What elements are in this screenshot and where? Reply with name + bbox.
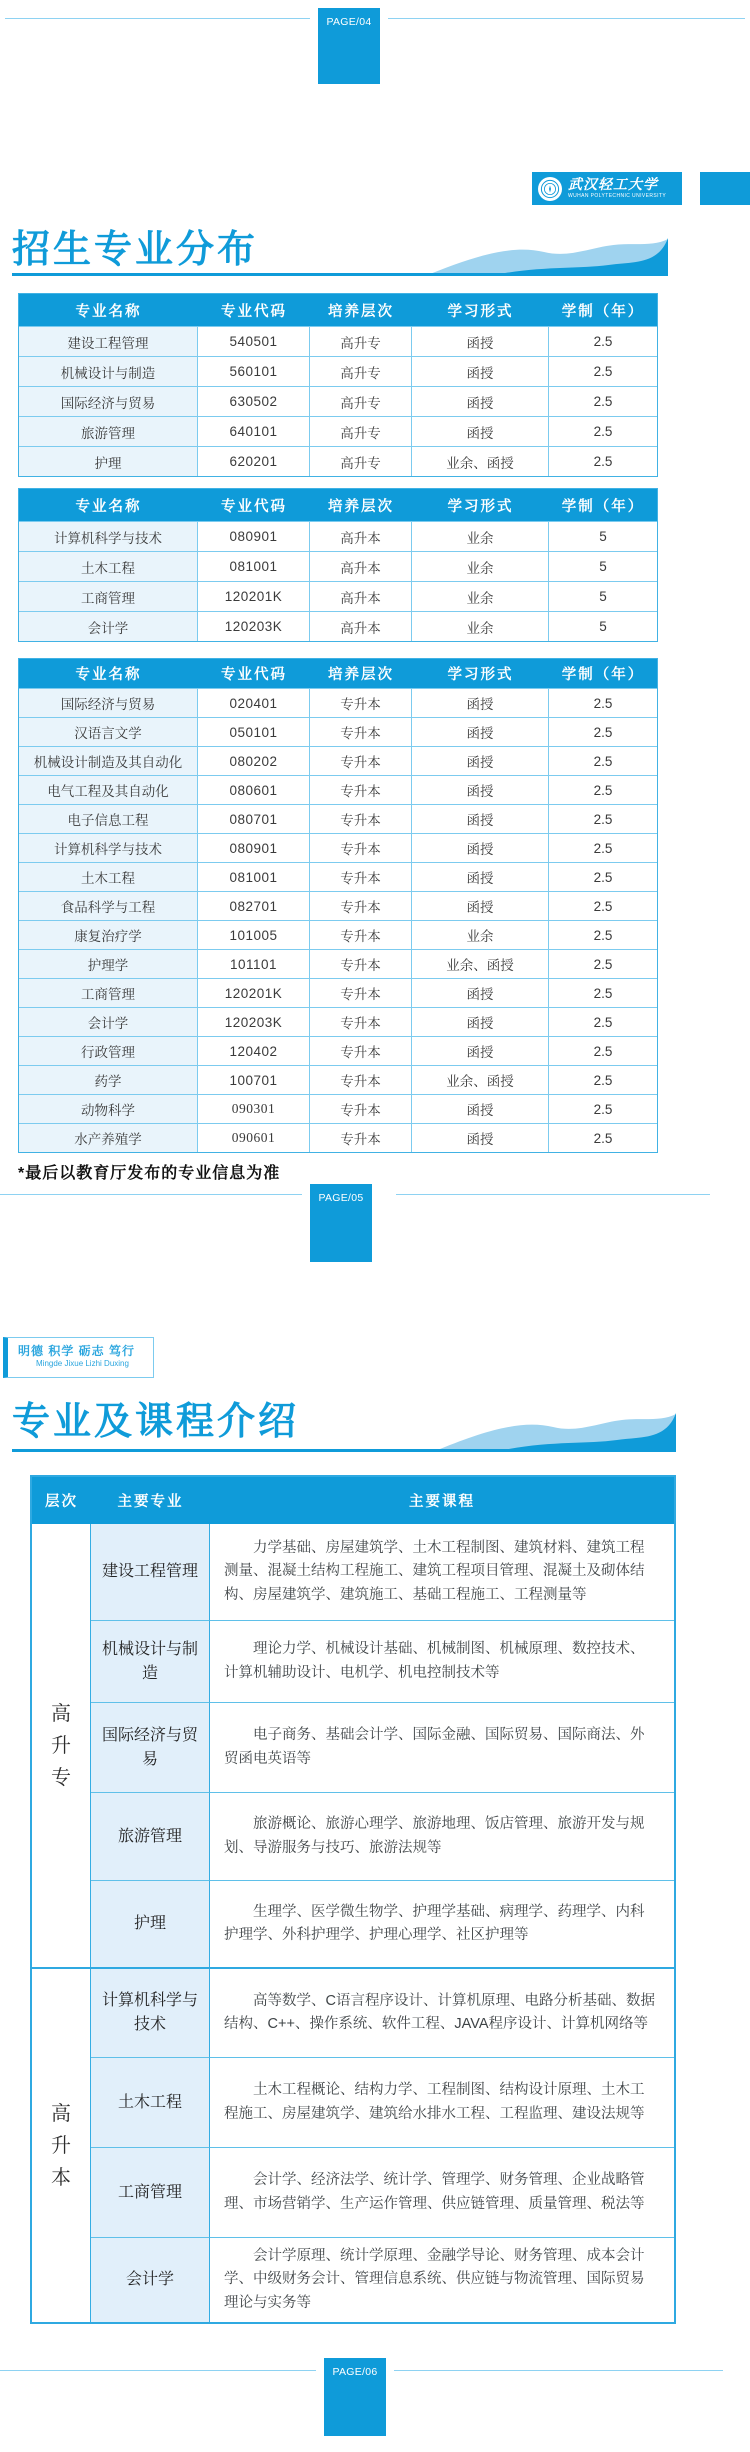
cell-duration: 2.5: [549, 688, 657, 717]
page-number-badge-top: [318, 8, 380, 84]
table-row: [19, 862, 657, 891]
cell-courses: [210, 2147, 674, 2237]
cell-level: 专升本: [310, 920, 412, 949]
cell-major: 旅游管理: [19, 416, 198, 446]
cell-duration: 2.5: [549, 949, 657, 978]
admissions-table-gaoshengzhuan: [18, 293, 658, 477]
cell-duration: 5: [549, 581, 657, 611]
university-name-zh: 武汉轻工大学: [568, 177, 658, 193]
cell-form: 业余、函授: [412, 1065, 549, 1094]
cell-form: 函授: [412, 978, 549, 1007]
footnote: *最后以教育厅发布的专业信息为准: [18, 1165, 281, 1182]
cell-level: 高升专: [310, 356, 412, 386]
page-number-label: PAGE/06: [332, 2366, 378, 2378]
cell-courses: [210, 1702, 674, 1792]
courses-text: 理论力学、机械设计基础、机械制图、机械原理、数控技术、计算机辅助设计、电机学、机电控制技术等: [224, 1641, 645, 1681]
table-row: [19, 326, 657, 356]
cell-major: 水产养殖学: [19, 1123, 198, 1152]
cell-duration: 2.5: [549, 326, 657, 356]
cell-level: 高升本: [310, 581, 412, 611]
cell-major: 工商管理: [91, 2147, 210, 2237]
cell-major: 计算机科学与技术: [19, 521, 198, 551]
cell-level: 专升本: [310, 891, 412, 920]
level-label: 高升本: [51, 2102, 71, 2189]
cell-duration: 2.5: [549, 386, 657, 416]
cell-level: 专升本: [310, 717, 412, 746]
cell-major: 土木工程: [19, 551, 198, 581]
cell-duration: 2.5: [549, 1123, 657, 1152]
cell-form: 函授: [412, 862, 549, 891]
column-header: 专业代码: [221, 498, 287, 515]
courses-table: [30, 1475, 676, 2324]
level-group-gaoshengzhuan: [32, 1524, 674, 1967]
column-header: 专业代码: [221, 667, 287, 683]
cell-major: 护理学: [19, 949, 198, 978]
cell-courses: [210, 1880, 674, 1967]
cell-major: 土木工程: [19, 862, 198, 891]
column-header: 学习形式: [447, 303, 514, 320]
university-logo: [532, 172, 682, 205]
cell-level: 高升本: [310, 551, 412, 581]
table-header-row: [19, 294, 657, 326]
cell-code: 081001: [198, 862, 310, 891]
cell-major: 机械设计制造及其自动化: [19, 746, 198, 775]
cell-duration: 2.5: [549, 1036, 657, 1065]
cell-major: 护理: [19, 446, 198, 476]
cell-code: 081001: [198, 551, 310, 581]
page-number-label: PAGE/05: [318, 1192, 364, 1204]
table-row: [19, 356, 657, 386]
divider-line: [0, 2370, 316, 2371]
column-header: 培养层次: [328, 303, 394, 320]
cell-level: 高升本: [310, 611, 412, 641]
column-header: 培养层次: [328, 667, 394, 683]
logo-accent-block: [700, 172, 750, 205]
cell-code: 050101: [198, 717, 310, 746]
cell-major: 土木工程: [91, 2057, 210, 2147]
cell-form: 函授: [412, 386, 549, 416]
cell-level: 高升专: [310, 446, 412, 476]
cell-level: 专升本: [310, 775, 412, 804]
cell-duration: 2.5: [549, 804, 657, 833]
cell-level: 专升本: [310, 688, 412, 717]
level-group-gaoshengben: [32, 1967, 674, 2322]
cell-major: 电子信息工程: [19, 804, 198, 833]
cell-duration: 2.5: [549, 746, 657, 775]
table-row: [19, 949, 657, 978]
title-underline: [12, 273, 668, 276]
wave-decoration: [440, 1413, 676, 1449]
motto-pinyin: Mingde Jixue Lizhi Duxing: [36, 1359, 129, 1368]
table-row: [19, 717, 657, 746]
cell-major: 动物科学: [19, 1094, 198, 1123]
cell-code: 101005: [198, 920, 310, 949]
courses-text: 会计学、经济法学、统计学、管理学、财务管理、企业战略管理、市场营销学、生产运作管理、供应链管理、质量管理、税法等: [224, 2172, 645, 2212]
wave-decoration: [430, 238, 668, 274]
cell-form: 函授: [412, 688, 549, 717]
logo-text-block: [568, 178, 666, 199]
cell-code: 080202: [198, 746, 310, 775]
seal-emblem-icon: [540, 179, 560, 199]
cell-code: 090301: [198, 1094, 310, 1123]
cell-level: 专升本: [310, 804, 412, 833]
cell-major: 康复治疗学: [19, 920, 198, 949]
cell-form: 业余、函授: [412, 446, 549, 476]
cell-duration: 5: [549, 551, 657, 581]
cell-courses: [210, 1969, 674, 2057]
cell-major: 工商管理: [19, 978, 198, 1007]
cell-code: 020401: [198, 688, 310, 717]
section-title-admissions: 招生专业分布: [12, 229, 259, 271]
cell-form: 函授: [412, 746, 549, 775]
cell-code: 100701: [198, 1065, 310, 1094]
cell-code: 120203K: [198, 1007, 310, 1036]
level-label: 高升专: [51, 1702, 71, 1789]
cell-major: 旅游管理: [91, 1792, 210, 1880]
table-header-row: [19, 659, 657, 688]
column-header: 学制（年）: [561, 667, 645, 683]
cell-major: 机械设计与制造: [19, 356, 198, 386]
table-row: [19, 581, 657, 611]
cell-duration: 2.5: [549, 978, 657, 1007]
cell-form: 函授: [412, 326, 549, 356]
cell-code: 120203K: [198, 611, 310, 641]
column-header: 学习形式: [447, 498, 514, 515]
column-header: 主要专业: [117, 1494, 184, 1510]
cell-code: 080701: [198, 804, 310, 833]
level-cell: [32, 1524, 91, 1967]
table-row: [19, 1094, 657, 1123]
cell-duration: 2.5: [549, 356, 657, 386]
table-row: [19, 386, 657, 416]
table-row: [19, 416, 657, 446]
cell-level: 高升专: [310, 416, 412, 446]
cell-courses: [210, 2237, 674, 2322]
cell-form: 业余: [412, 611, 549, 641]
column-header: 层次: [45, 1494, 78, 1510]
divider-line: [396, 1194, 710, 1195]
cell-form: 函授: [412, 1007, 549, 1036]
page-number-badge-middle: [310, 1184, 372, 1262]
motto-badge: [3, 1337, 154, 1378]
university-name-en: WUHAN POLYTECHNIC UNIVERSITY: [568, 193, 667, 200]
column-header: 专业名称: [75, 498, 142, 515]
cell-major: 建设工程管理: [91, 1524, 210, 1620]
cell-major: 工商管理: [19, 581, 198, 611]
column-header: 专业名称: [75, 303, 142, 320]
cell-major: 行政管理: [19, 1036, 198, 1065]
cell-duration: 2.5: [549, 862, 657, 891]
table-row: [19, 446, 657, 476]
courses-text: 生理学、医学微生物学、护理学基础、病理学、药理学、内科护理学、外科护理学、护理心理学、社区护理等: [224, 1903, 645, 1943]
cell-level: 专升本: [310, 1065, 412, 1094]
cell-duration: 2.5: [549, 775, 657, 804]
cell-code: 120402: [198, 1036, 310, 1065]
divider-line: [394, 2370, 723, 2371]
table-row: [19, 775, 657, 804]
cell-form: 函授: [412, 416, 549, 446]
section-title-courses: 专业及课程介绍: [12, 1401, 300, 1443]
divider-line: [388, 18, 745, 19]
cell-level: 专升本: [310, 862, 412, 891]
cell-code: 540501: [198, 326, 310, 356]
cell-major: 电气工程及其自动化: [19, 775, 198, 804]
cell-courses: [210, 1792, 674, 1880]
cell-level: 专升本: [310, 1036, 412, 1065]
cell-major: 国际经济与贸易: [91, 1702, 210, 1792]
cell-duration: 2.5: [549, 1007, 657, 1036]
cell-duration: 2.5: [549, 1065, 657, 1094]
cell-major: 药学: [19, 1065, 198, 1094]
cell-code: 620201: [198, 446, 310, 476]
cell-major: 机械设计与制造: [91, 1620, 210, 1702]
table-row: [19, 891, 657, 920]
cell-code: 090601: [198, 1123, 310, 1152]
column-header: 专业代码: [221, 303, 287, 320]
cell-code: 640101: [198, 416, 310, 446]
cell-level: 专升本: [310, 746, 412, 775]
table-header-row: [32, 1477, 674, 1524]
cell-major: 国际经济与贸易: [19, 688, 198, 717]
cell-code: 101101: [198, 949, 310, 978]
cell-level: 高升本: [310, 521, 412, 551]
cell-courses: [210, 1620, 674, 1702]
courses-text: 旅游概论、旅游心理学、旅游地理、饭店管理、旅游开发与规划、导游服务与技巧、旅游法规等: [224, 1816, 645, 1856]
cell-duration: 2.5: [549, 416, 657, 446]
courses-text: 会计学原理、统计学原理、金融学导论、财务管理、成本会计学、中级财务会计、管理信息系统、供应链与物流管理、国际贸易理论与实务等: [224, 2248, 645, 2311]
table-row: [19, 746, 657, 775]
cell-major: 建设工程管理: [19, 326, 198, 356]
table-header-row: [19, 489, 657, 521]
column-header: 学制（年）: [561, 498, 645, 515]
cell-duration: 2.5: [549, 833, 657, 862]
divider-line: [0, 1194, 302, 1195]
university-seal-icon: [538, 177, 562, 201]
cell-form: 函授: [412, 891, 549, 920]
cell-form: 业余: [412, 581, 549, 611]
cell-major: 护理: [91, 1880, 210, 1967]
table-row: [19, 1007, 657, 1036]
cell-courses: [210, 1524, 674, 1620]
table-row: [19, 920, 657, 949]
admissions-table-gaoshengben: [18, 488, 658, 642]
cell-level: 高升专: [310, 386, 412, 416]
cell-duration: 2.5: [549, 920, 657, 949]
cell-form: 函授: [412, 833, 549, 862]
cell-form: 函授: [412, 717, 549, 746]
cell-major: 会计学: [91, 2237, 210, 2322]
cell-form: 函授: [412, 1036, 549, 1065]
column-header: 专业名称: [75, 667, 142, 683]
cell-code: 080601: [198, 775, 310, 804]
cell-form: 函授: [412, 804, 549, 833]
cell-courses: [210, 2057, 674, 2147]
table-row: [19, 521, 657, 551]
cell-form: 函授: [412, 1094, 549, 1123]
cell-major: 会计学: [19, 1007, 198, 1036]
motto-zh: 明德 积学 砺志 笃行: [18, 1344, 136, 1358]
cell-code: 080901: [198, 521, 310, 551]
cell-code: 120201K: [198, 978, 310, 1007]
cell-form: 业余: [412, 551, 549, 581]
cell-major: 食品科学与工程: [19, 891, 198, 920]
column-header: 学习形式: [447, 667, 514, 683]
cell-level: 专升本: [310, 1123, 412, 1152]
column-header: 主要课程: [409, 1494, 475, 1510]
cell-major: 国际经济与贸易: [19, 386, 198, 416]
divider-line: [5, 18, 310, 19]
cell-code: 080901: [198, 833, 310, 862]
level-cell: [32, 1969, 91, 2322]
cell-major: 汉语言文学: [19, 717, 198, 746]
cell-code: 630502: [198, 386, 310, 416]
cell-level: 专升本: [310, 978, 412, 1007]
cell-major: 计算机科学与技术: [91, 1969, 210, 2057]
cell-major: 会计学: [19, 611, 198, 641]
cell-duration: 5: [549, 611, 657, 641]
cell-form: 业余: [412, 521, 549, 551]
cell-duration: 2.5: [549, 891, 657, 920]
courses-text: 电子商务、基础会计学、国际金融、国际贸易、国际商法、外贸函电英语等: [224, 1727, 645, 1767]
table-row: [19, 611, 657, 641]
table-row: [19, 688, 657, 717]
cell-level: 专升本: [310, 1094, 412, 1123]
cell-duration: 2.5: [549, 1094, 657, 1123]
cell-code: 560101: [198, 356, 310, 386]
cell-code: 082701: [198, 891, 310, 920]
cell-form: 业余、函授: [412, 949, 549, 978]
table-row: [19, 1036, 657, 1065]
cell-form: 函授: [412, 1123, 549, 1152]
cell-form: 函授: [412, 356, 549, 386]
page-number-label: PAGE/04: [326, 16, 372, 28]
table-row: [19, 833, 657, 862]
cell-code: 120201K: [198, 581, 310, 611]
table-row: [19, 804, 657, 833]
table-row: [19, 978, 657, 1007]
cell-duration: 2.5: [549, 446, 657, 476]
courses-text: 土木工程概论、结构力学、工程制图、结构设计原理、土木工程施工、房屋建筑学、建筑给水排水工程、工程监理、建设法规等: [224, 2082, 645, 2122]
column-header: 培养层次: [328, 498, 394, 515]
cell-level: 专升本: [310, 949, 412, 978]
table-row: [19, 551, 657, 581]
cell-level: 专升本: [310, 1007, 412, 1036]
column-header: 学制（年）: [561, 303, 645, 320]
table-row: [19, 1123, 657, 1152]
page-number-badge-bottom: [324, 2358, 386, 2436]
cell-major: 计算机科学与技术: [19, 833, 198, 862]
courses-text: 高等数学、C语言程序设计、计算机原理、电路分析基础、数据结构、C++、操作系统、软件工程、JAVA程序设计、计算机网络等: [224, 1992, 655, 2032]
cell-form: 函授: [412, 775, 549, 804]
courses-text: 力学基础、房屋建筑学、土木工程制图、建筑材料、建筑工程测量、混凝土结构工程施工、建筑工程项目管理、混凝土及砌体结构、房屋建筑学、建筑施工、基础工程施工、工程测量等: [224, 1540, 645, 1603]
cell-form: 业余: [412, 920, 549, 949]
title-underline: [12, 1449, 676, 1452]
admissions-table-zhuanshengben: [18, 658, 658, 1153]
cell-duration: 2.5: [549, 717, 657, 746]
cell-level: 专升本: [310, 833, 412, 862]
cell-level: 高升专: [310, 326, 412, 356]
cell-duration: 5: [549, 521, 657, 551]
table-row: [19, 1065, 657, 1094]
